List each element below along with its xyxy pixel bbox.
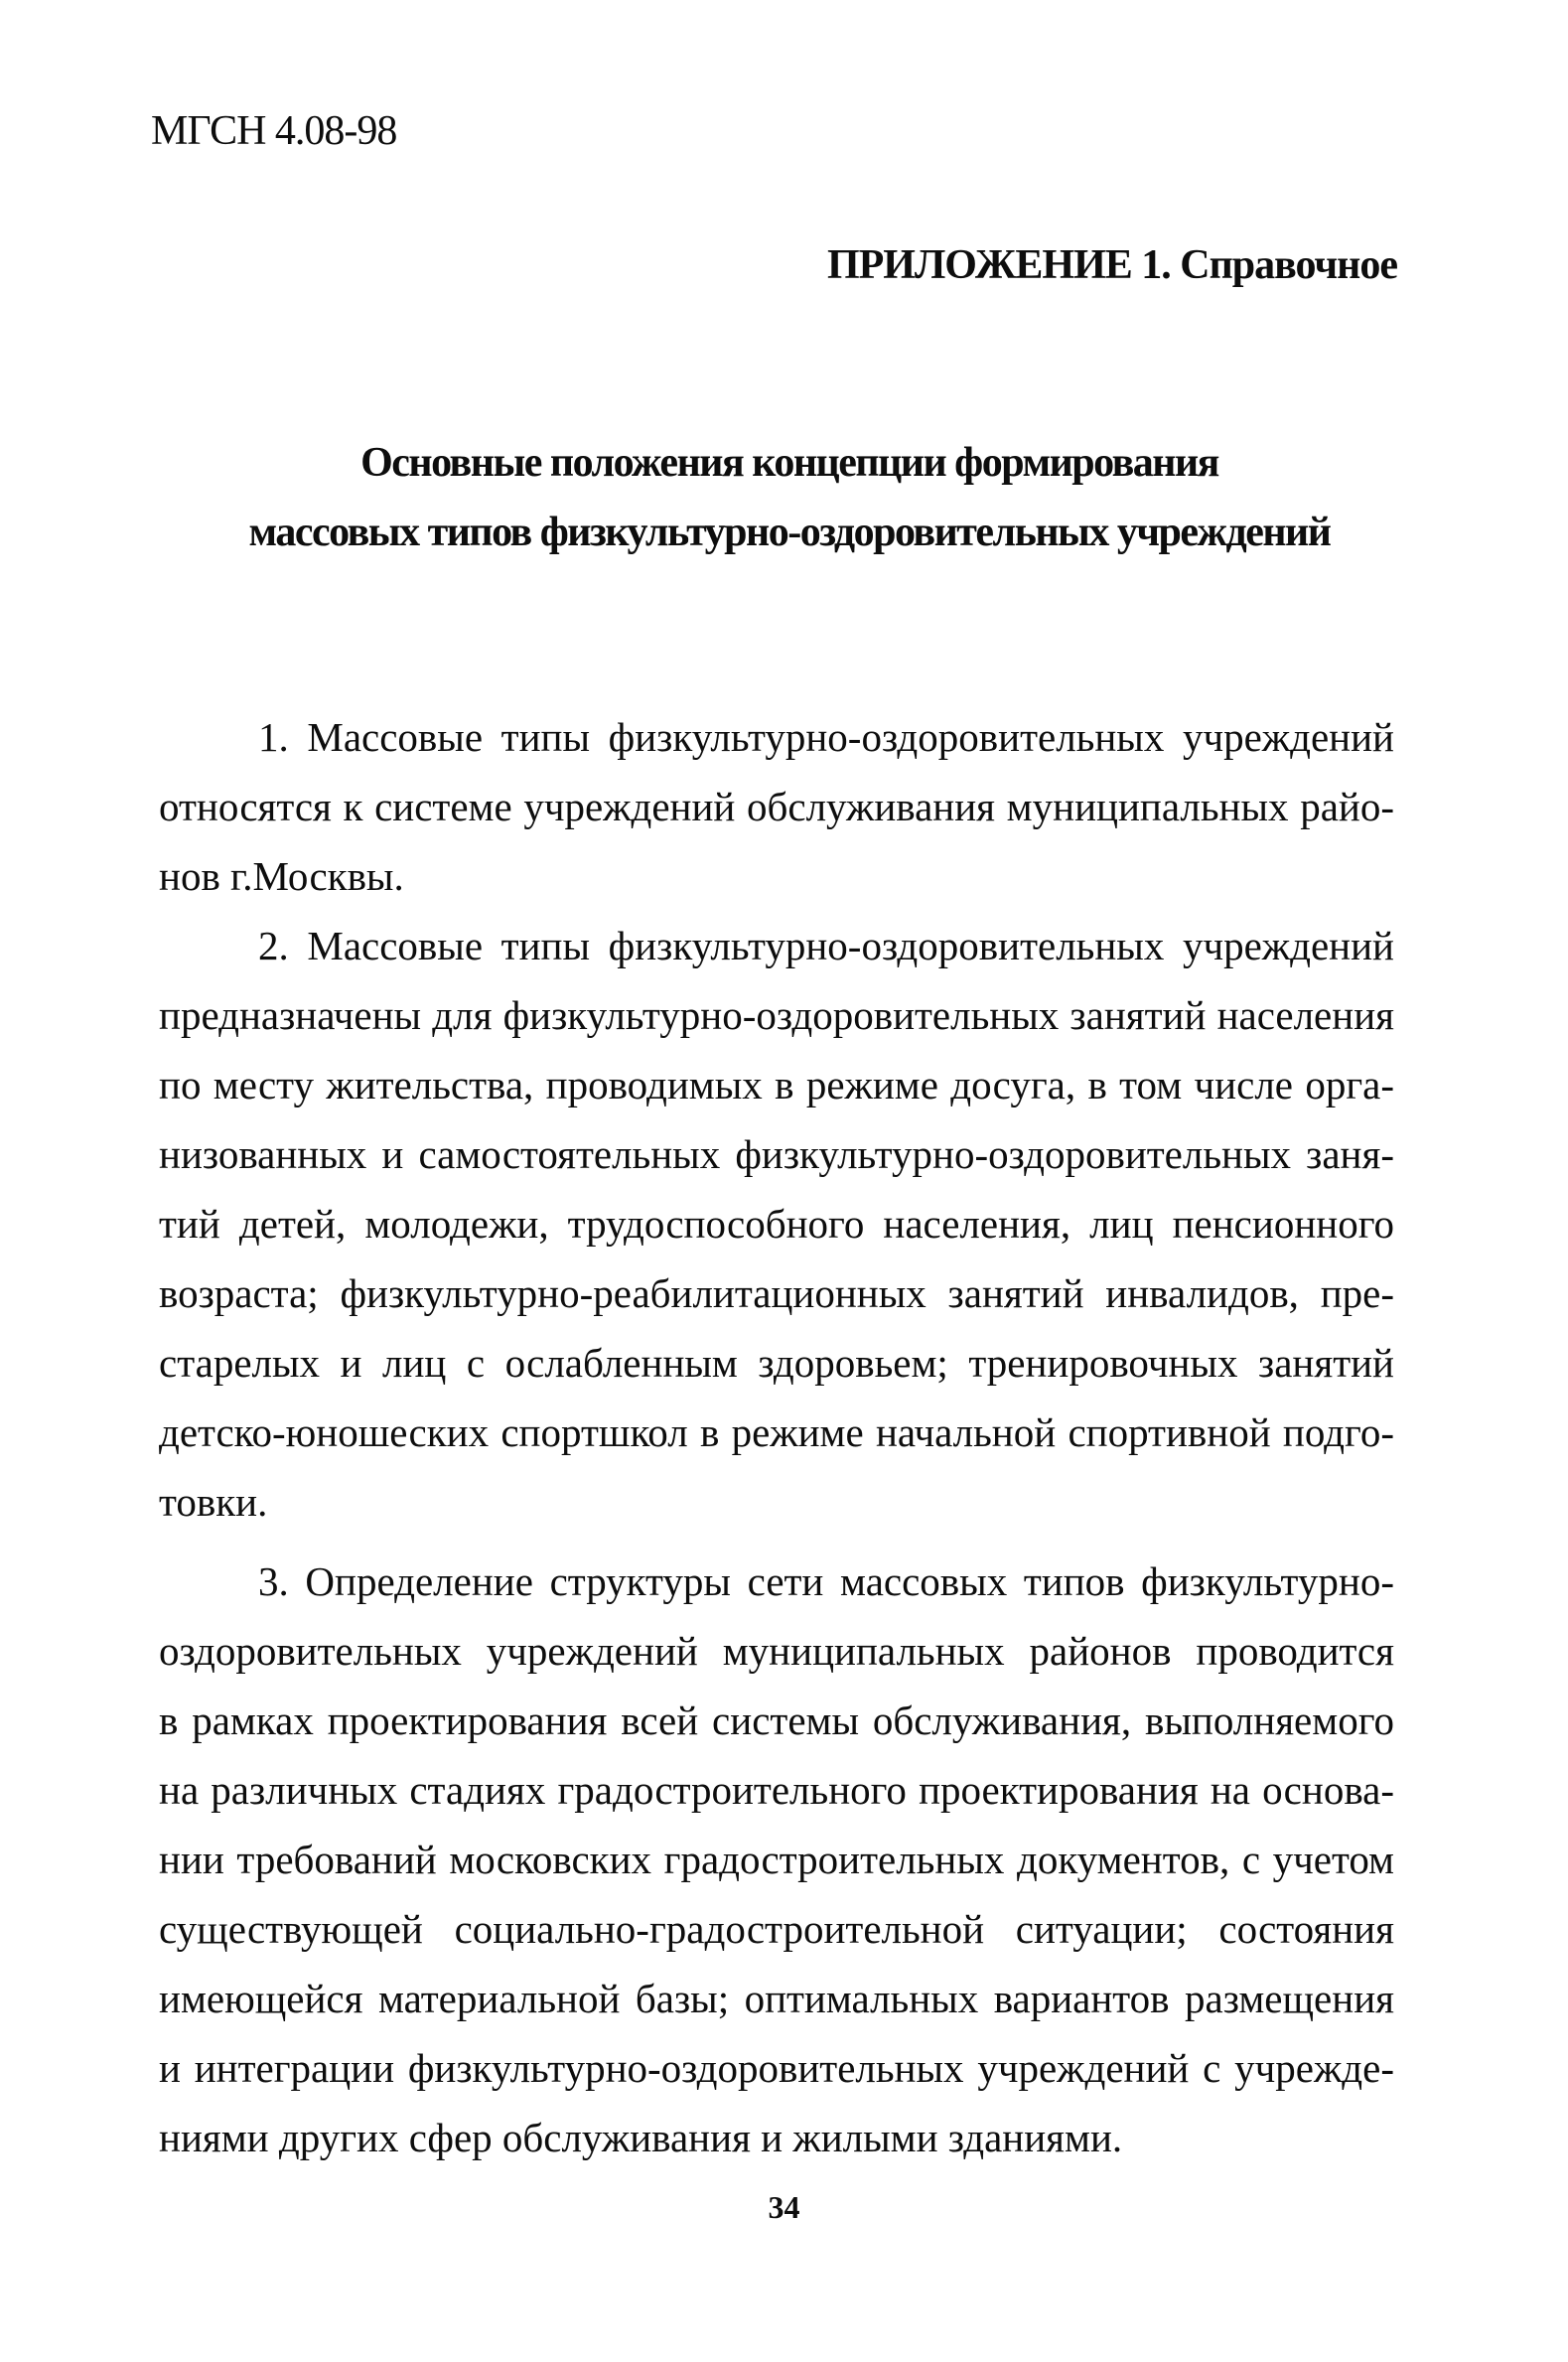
paragraph-3-line-6: существующей социально-градостроительной ситуации; состояния [159,1906,1394,1952]
paragraph-2-line-1: 2. Массовые типы физкультурно-оздоровительных учреждений [258,923,1394,968]
paragraph-3-line-3: в рамках проектирования всей системы обслуживания, выполняемого [159,1698,1394,1743]
paragraph-2-line-6: возраста; физкультурно-реабилитационных занятий инвалидов, пре- [159,1270,1394,1316]
paragraph-3-line-9: ниями других сфер обслуживания и жилыми зданиями. [159,2115,1123,2160]
appendix-label: ПРИЛОЖЕНИЕ 1. Справочное [826,242,1397,288]
paragraph-1-line-1: 1. Массовые типы физкультурно-оздоровительных учреждений [258,714,1394,760]
paragraph-2-line-9: товки. [159,1479,268,1525]
document-code: МГСН 4.08-98 [151,108,397,154]
paragraph-3-line-2: оздоровительных учреждений муниципальных районов проводится [159,1628,1394,1674]
paragraph-1-line-3: нов г.Москвы. [159,853,404,899]
paragraph-3-line-8: и интеграции физкультурно-оздоровительных учреждений с учрежде- [159,2045,1394,2091]
page-number: 34 [768,2189,800,2225]
paragraph-2-line-5: тий детей, молодежи, трудоспособного населения, лиц пенсионного [159,1201,1394,1247]
paragraph-1-line-2: относятся к системе учреждений обслуживания муниципальных райо- [159,784,1394,829]
paragraph-2-line-3: по месту жительства, проводимых в режиме досуга, в том числе орга- [159,1062,1394,1107]
paragraph-3-line-5: нии требований московских градостроительных документов, с учетом [159,1837,1394,1882]
paragraph-3-line-1: 3. Определение структуры сети массовых типов физкультурно- [258,1558,1394,1604]
paragraph-2-line-8: детско-юношеских спортшкол в режиме начальной спортивной подго- [159,1409,1394,1455]
section-title-line-1: Основные положения концепции формирования [360,440,1218,486]
paragraph-2-line-7: старелых и лиц с ослабленным здоровьем; тренировочных занятий [159,1340,1394,1386]
paragraph-3-line-4: на различных стадиях градостроительного проектирования на основа- [159,1767,1394,1813]
section-title-line-2: массовых типов физкультурно-оздоровительных учреждений [248,510,1331,555]
paragraph-3-line-7: имеющейся материальной базы; оптимальных вариантов размещения [159,1976,1394,2021]
paragraph-2-line-4: низованных и самостоятельных физкультурно-оздоровительных заня- [159,1131,1394,1177]
paragraph-2-line-2: предназначены для физкультурно-оздоровительных занятий населения [159,992,1394,1038]
